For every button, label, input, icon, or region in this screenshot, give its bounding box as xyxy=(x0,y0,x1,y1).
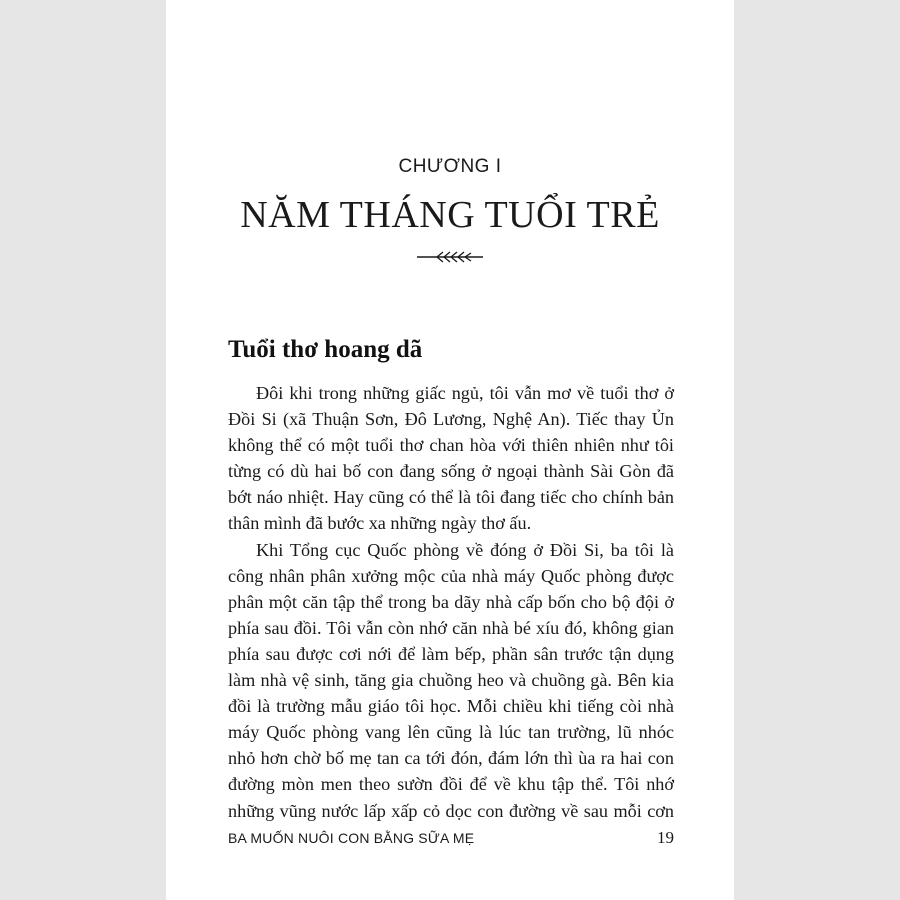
text-line: phía sau đồi. Tôi vẫn còn nhớ căn nhà bé xíu đó, không gian xyxy=(228,617,674,638)
book-page xyxy=(166,0,734,900)
text-line: đường mòn men theo sườn đồi để về khu tập thể. Tôi nhớ xyxy=(228,774,674,795)
body-text xyxy=(228,380,674,824)
text-line: bớt náo nhiệt. Hay cũng có thể là tôi đang tiếc cho chính bản xyxy=(228,487,674,508)
wheat-sprig-ornament-icon xyxy=(415,248,485,266)
text-line: Đôi khi trong những giấc ngủ, tôi vẫn mơ về tuổi thơ ở xyxy=(256,383,674,403)
text-line: thân mình đã bước xa những ngày thơ ấu. xyxy=(228,513,532,534)
text-line: nhỏ hơn chờ bố mẹ tan ca tới đón, đám lớn thì ùa ra hai con xyxy=(228,748,674,769)
text-line: phân một căn tập thể trong ba dãy nhà cấp bốn cho bộ đội ở xyxy=(228,591,674,612)
text-line: phía sau được cơi nới để làm bếp, phần sân trước tận dụng xyxy=(228,643,674,664)
paragraph-1 xyxy=(228,380,674,537)
text-line: làm nhà vệ sinh, tăng gia chuồng heo và chuồng gà. Bên kia xyxy=(228,670,674,691)
text-line: đồi là trường mẫu giáo tôi học. Mỗi chiều khi tiếng còi nhà xyxy=(228,696,674,717)
text-line: không thể có một tuổi thơ chan hòa với thiên nhiên như tôi xyxy=(228,435,674,456)
text-line: máy Quốc phòng vang lên cũng là lúc tan trường, lũ nhóc xyxy=(228,722,674,743)
text-line: Đồi Si (xã Thuận Sơn, Đô Lương, Nghệ An). Tiếc thay Ủn xyxy=(228,409,674,430)
chapter-label: CHƯƠNG I xyxy=(398,156,502,177)
running-footer-title: BA MUỐN NUÔI CON BẰNG SỮA MẸ xyxy=(228,830,475,846)
page-number: 19 xyxy=(657,828,674,847)
chapter-title: NĂM THÁNG TUỔI TRẺ xyxy=(240,194,660,236)
text-line: công nhân phân xưởng mộc của nhà máy Quốc phòng được xyxy=(228,565,674,586)
text-line: Khi Tổng cục Quốc phòng về đóng ở Đồi Si, ba tôi là xyxy=(256,539,674,560)
paragraph-2 xyxy=(228,537,674,824)
text-line: những vũng nước lấp xấp cỏ dọc con đường về sau mỗi cơn xyxy=(228,800,674,821)
section-heading: Tuổi thơ hoang dã xyxy=(228,336,423,363)
text-line: từng có dù hai bố con đang sống ở ngoại thành Sài Gòn đã xyxy=(228,461,674,482)
